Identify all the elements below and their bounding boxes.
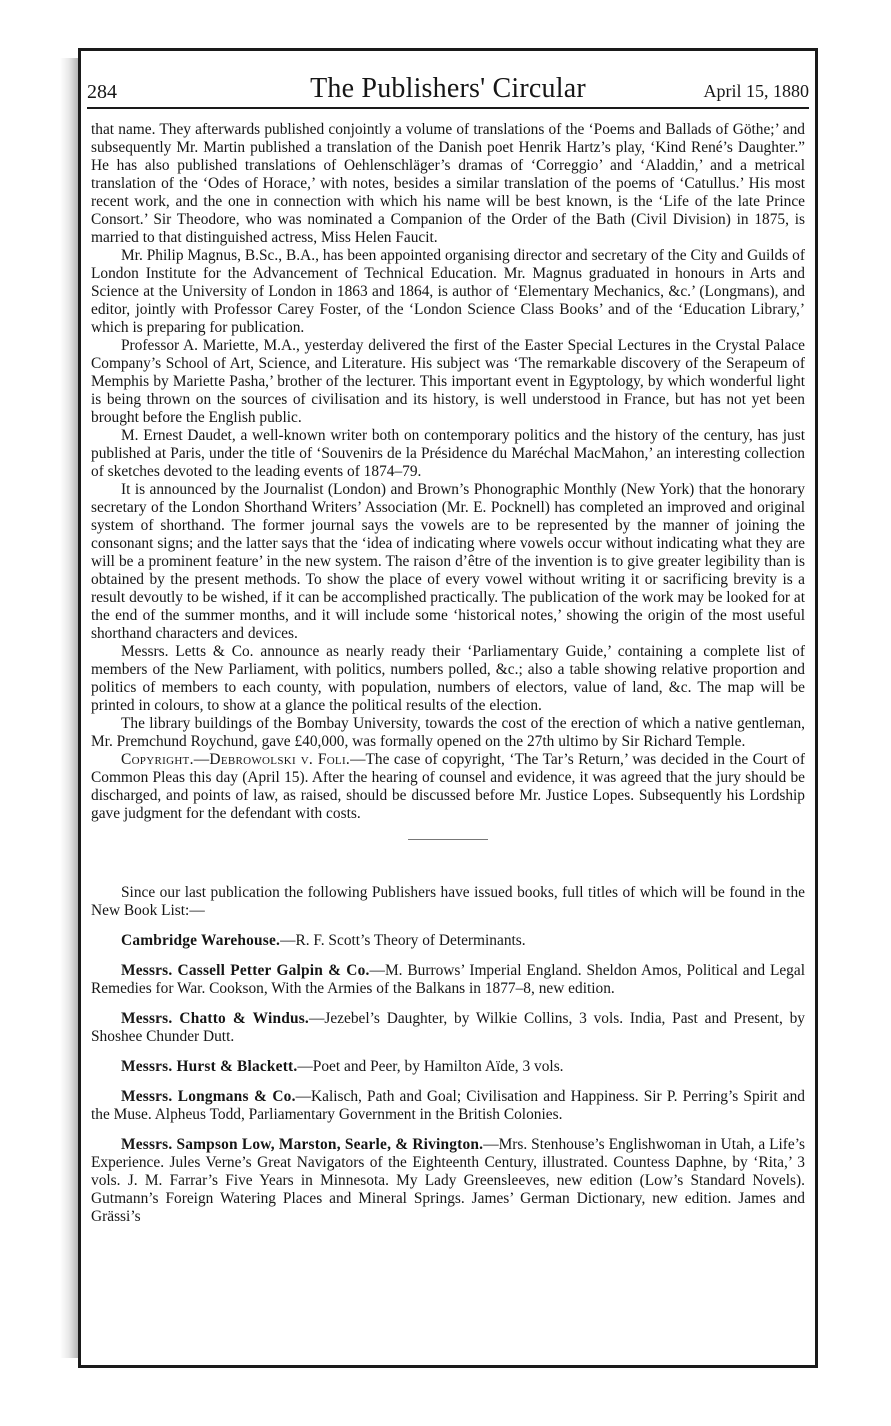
- paragraph: Mr. Philip Magnus, B.Sc., B.A., has been appointed organising director and secretary of the City and Guilds of London Institute for the Advancement of Technical Education. Mr. Magnus graduated in honours in Arts and Science at the University of London in 1863 and 1864, is author of ‘Elementary Mechanics, &c.’ (Longmans), and editor, jointly with Professor Carey Foster, of the ‘London Science Class Books’ and of the ‘Education Library,’ which is preparing for publication.: [91, 247, 805, 336]
- publisher-entry: [91, 932, 805, 950]
- publisher-name: Messrs. Longmans & Co.: [121, 1088, 296, 1105]
- publisher-entry: [91, 1058, 805, 1076]
- publishers-intro: Since our last publication the following Publishers have issued books, full titles of which will be found in the New Book List:—: [91, 884, 805, 919]
- publisher-books: —Poet and Peer, by Hamilton Aïde, 3 vols.: [297, 1058, 564, 1075]
- publisher-books: —Jezebel’s Daughter, by Wilkie Collins, 3 vols. India, Past and Present, by Shoshee Chunder Dutt.: [91, 1010, 805, 1045]
- publisher-books: —R. F. Scott’s Theory of Determinants.: [280, 932, 526, 949]
- page: [78, 48, 818, 1368]
- copyright-heading: Copyright.—Debrowolski v. Foli.: [121, 751, 351, 768]
- article-body: [91, 121, 805, 1226]
- page-title: The Publishers' Circular: [310, 73, 586, 104]
- publisher-books: —M. Burrows’ Imperial England. Sheldon Amos, Political and Legal Remedies for War. Cookson, With the Armies of the Balkans in 1877–8, new edition.: [91, 962, 805, 997]
- publisher-name: Cambridge Warehouse.: [121, 932, 281, 949]
- publisher-entry: [91, 1088, 805, 1124]
- copyright-paragraph: [91, 751, 805, 823]
- publisher-books: —Kalisch, Path and Goal; Civilisation and Happiness. Sir P. Perring’s Spirit and the Muse. Alpheus Todd, Parliamentary Government in the British Colonies.: [91, 1088, 805, 1123]
- paragraph: that name. They afterwards published conjointly a volume of translations of the ‘Poems and Ballads of Göthe;’ and subsequently Mr. Martin published a translation of the Danish poet Henrik Hartz’s play, ‘Kind René’s Daughter.” He has also published translations of Oehlenschläger’s dramas of ‘Correggio’ and ‘Aladdin,’ and a metrical translation of the ‘Odes of Horace,’ with notes, besides a similar translation of the poems of ‘Catullus.’ His most recent work, and the one in connection with which his name will be best known, is the ‘Life of the late Prince Consort.’ Sir Theodore, who was nominated a Companion of the Order of the Bath (Civil Division) in 1875, is married to that distinguished actress, Miss Helen Faucit.: [91, 121, 805, 246]
- paragraph: Messrs. Letts & Co. announce as nearly ready their ‘Parliamentary Guide,’ containing a complete list of members of the New Parliament, with politics, numbers polled, &c.; also a table showing relative proportion and politics of members to each county, with population, numbers of electors, value of land, &c. The map will be printed in colours, to show at a glance the political results of the election.: [91, 643, 805, 714]
- paragraph: It is announced by the Journalist (London) and Brown’s Phonographic Monthly (New York) that the honorary secretary of the London Shorthand Writers’ Association (Mr. E. Pocknell) has completed an improved and original system of shorthand. The former journal says the vowels are to be represented by the manner of joining the consonant signs; and the latter says that the ‘idea of indicating where vowels occur without indicating what they are will be a prominent feature’ in the new system. The raison d’être of the invention is to give greater legibility than is obtained by the present methods. To show the place of every vowel without writing it or sacrificing brevity is a result devoutly to be wished, if it can be accomplished practically. The publication of the work may be looked for at the end of the summer months, and it will include some ‘historical notes,’ showing the origin of the most useful shorthand characters and devices.: [91, 481, 805, 642]
- paragraph: The library buildings of the Bombay University, towards the cost of the erection of which a native gentleman, Mr. Premchund Roychund, gave £40,000, was formally opened on the 27th ultimo by Sir Richard Temple.: [91, 715, 805, 750]
- page-header: [87, 67, 809, 109]
- copyright-text: —The case of copyright, ‘The Tar’s Return,’ was decided in the Court of Common Pleas this day (April 15). After the hearing of counsel and evidence, it was agreed that the jury should be discharged, and points of law, as raised, should be discussed before Mr. Justice Lopes. Subsequently his Lordship gave judgment for the defendant with costs.: [91, 751, 806, 822]
- paragraph: M. Ernest Daudet, a well-known writer both on contemporary politics and the history of the century, has just published at Paris, under the title of ‘Souvenirs de la Présidence du Maréchal MacMahon,’ an interesting collection of sketches devoted to the leading events of 1874–79.: [91, 427, 805, 480]
- publisher-name: Messrs. Chatto & Windus.: [121, 1010, 309, 1027]
- page-edge-shadow: [60, 58, 78, 1358]
- publisher-name: Messrs. Hurst & Blackett.: [121, 1058, 298, 1075]
- publisher-name: Messrs. Cassell Petter Galpin & Co.: [121, 962, 370, 979]
- page-number: 284: [87, 81, 117, 103]
- page-date: April 15, 1880: [703, 81, 809, 101]
- section-gap: [91, 840, 805, 884]
- paragraph: Professor A. Mariette, M.A., yesterday delivered the first of the Easter Special Lectures in the Crystal Palace Company’s School of Art, Science, and Literature. His subject was ‘The remarkable discovery of the Serapeum of Memphis by Mariette Pasha,’ brother of the lecturer. This important event in Egyptology, by which wonderful light is being thrown on the sources of civilisation and its history, is well understood in France, but has not yet been brought before the English public.: [91, 337, 805, 426]
- publisher-name: Messrs. Sampson Low, Marston, Searle, & Rivington.: [121, 1136, 484, 1153]
- publisher-entry: [91, 1136, 805, 1226]
- publisher-entry: [91, 962, 805, 998]
- publisher-entry: [91, 1010, 805, 1046]
- publisher-books: —Mrs. Stenhouse’s Englishwoman in Utah, a Life’s Experience. Jules Verne’s Great Navigators of the Eighteenth Century, illustrated. Countess Daphne, by ‘Rita,’ 3 vols. J. M. Farrar’s Five Years in Minnesota. My Lady Greensleeves, new edition (Low’s Standard Novels). Gutmann’s Foreign Watering Places and Mineral Springs. James’ German Dictionary, new edition. James and Grässi’s: [91, 1136, 805, 1225]
